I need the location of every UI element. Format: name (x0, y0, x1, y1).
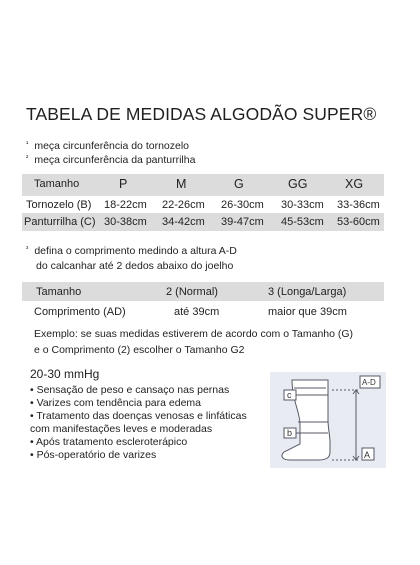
note-calf (26, 154, 195, 166)
row-calf-g: 39-47cm (221, 216, 264, 228)
length-row-normal: até 39cm (174, 306, 220, 318)
row-ankle-xg: 33-36cm (337, 199, 380, 211)
row-ankle-gg: 30-33cm (281, 199, 324, 211)
row-calf-gg: 45-53cm (281, 216, 324, 228)
list-item: • Tratamento das doenças venosas e linfáticas (30, 410, 247, 422)
size-header-p: P (119, 177, 128, 191)
note-text: defina o comprimento medindo a altura A-D (34, 245, 237, 257)
list-item-text: Após tratamento escleroterápico (36, 436, 188, 448)
note-mark: ² (26, 155, 29, 162)
row-ankle-p: 18-22cm (104, 199, 147, 211)
size-header-m: M (176, 177, 187, 191)
size-header-xg: XG (345, 177, 364, 191)
list-item (30, 423, 212, 435)
note-length (26, 245, 237, 257)
example-line-2: e o Comprimento (2) escolher o Tamanho G2 (34, 344, 245, 356)
label-a: A (364, 450, 371, 460)
row-ankle-m: 22-26cm (162, 199, 205, 211)
example-line-1: Exemplo: se suas medidas estiverem de acordo com o Tamanho (G) (34, 328, 354, 340)
compression-level: 20-30 mmHg (30, 367, 100, 381)
note-mark: ¹ (26, 141, 29, 148)
row-calf-xg: 53-60cm (337, 216, 380, 228)
note-text: meça circunferência da panturrilha (34, 154, 196, 166)
label-c: c (287, 390, 292, 400)
list-item-text: Varizes com tendência para edema (36, 397, 201, 409)
page-title: TABELA DE MEDIDAS ALGODÃO SUPER® (26, 104, 377, 124)
row-calf-m: 34-42cm (162, 216, 205, 228)
list-item-text: Tratamento das doenças venosas e linfáticas (36, 410, 247, 422)
list-item: • Pós-operatório de varizes (30, 449, 157, 461)
length-row-label: Comprimento (AD) (34, 306, 126, 318)
example-text (34, 326, 353, 358)
note-ankle (26, 140, 189, 152)
list-item-text: Pós-operatório de varizes (36, 449, 157, 461)
list-item-text: Sensação de peso e cansaço nas pernas (36, 384, 230, 396)
length-header-long: 3 (Longa/Larga) (268, 286, 347, 298)
leg-measurement-diagram (270, 372, 386, 468)
length-header-label: Tamanho (36, 286, 82, 298)
row-calf-p: 30-38cm (104, 216, 147, 228)
list-item: • Sensação de peso e cansaço nas pernas (30, 384, 230, 396)
row-calf-label: Panturrilha (C) (24, 216, 96, 228)
size-header-g: G (234, 177, 244, 191)
length-row-long: maior que 39cm (268, 306, 347, 318)
size-header-gg: GG (288, 177, 308, 191)
row-ankle-label: Tornozelo (B) (26, 199, 92, 211)
list-item: • Varizes com tendência para edema (30, 397, 201, 409)
note-length-line2: do calcanhar até 2 dedos abaixo do joelho (36, 260, 234, 272)
list-item: • Após tratamento escleroterápico (30, 436, 188, 448)
row-ankle-g: 26-30cm (221, 199, 264, 211)
label-ad: A-D (362, 378, 376, 387)
length-header-normal: 2 (Normal) (166, 286, 218, 298)
label-b: b (287, 428, 293, 438)
note-text: meça circunferência do tornozelo (34, 140, 190, 152)
list-item-text: com manifestações leves e moderadas (30, 423, 213, 435)
note-mark: ³ (26, 246, 29, 253)
size-header-label: Tamanho (34, 178, 80, 190)
leg-diagram-svg (270, 372, 386, 468)
